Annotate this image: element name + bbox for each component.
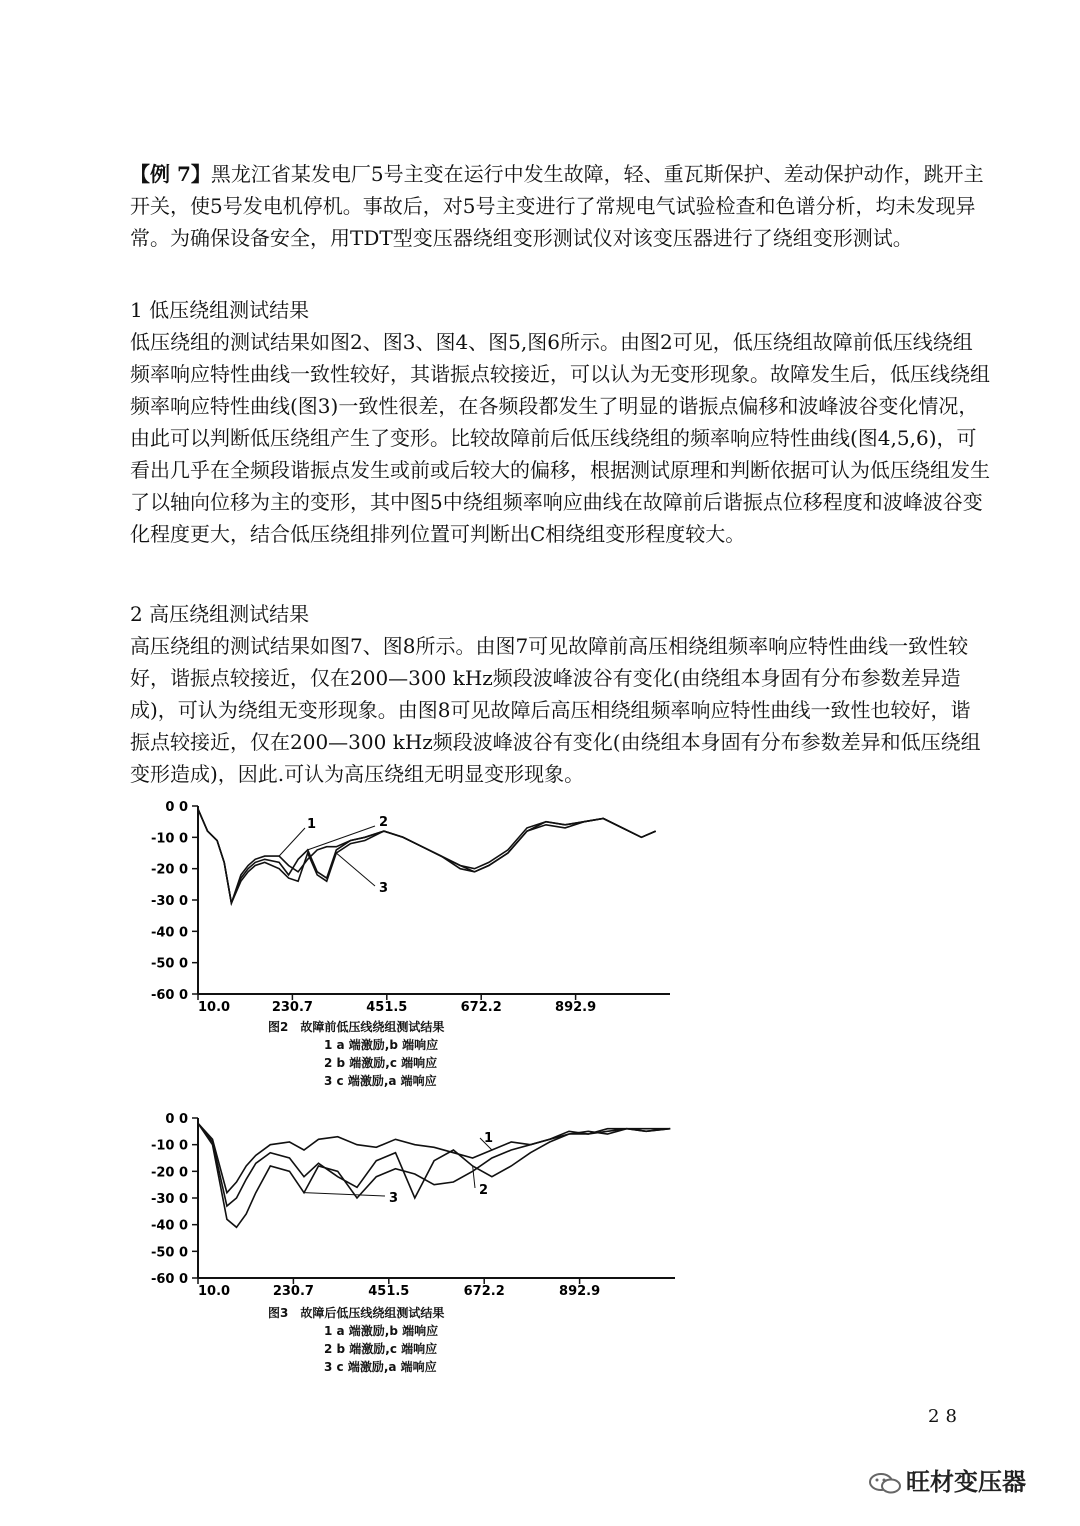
series-label-1: 1 — [307, 817, 317, 832]
section2-heading: 2 高压绕组测试结果 — [130, 602, 310, 626]
example-text: 黑龙江省某发电厂5号主变在运行中发生故障，轻、重瓦斯保护、差动保护动作，跳开主开关，使5号发电机停机。事故后，对5号主变进行了常规电气试验检查和色谱分析，均未发现异常。为确保设备安全，用TDT型变压器绕组变形测试仪对该变压器进行了绕组变形测试。 — [130, 162, 984, 250]
figure-3-legend-2: 2 b 端激励,c 端响应 — [324, 1342, 438, 1356]
x-tick-label: 10.0 — [198, 1000, 231, 1015]
example-label: 【例 7】 — [130, 162, 211, 186]
page-number: 28 — [928, 1406, 963, 1427]
figure-2-legend-3: 3 c 端激励,a 端响应 — [324, 1074, 437, 1088]
series-label-leader-3 — [304, 1193, 385, 1196]
series-label-3: 3 — [379, 881, 389, 896]
x-tick-label: 672.2 — [460, 1000, 502, 1015]
figure-3-legend-3: 3 c 端激励,a 端响应 — [324, 1360, 437, 1374]
y-tick-label: -50 0 — [150, 956, 188, 972]
brand-watermark — [868, 1462, 1026, 1497]
x-tick-label: 672.2 — [463, 1284, 505, 1299]
series-label-1: 1 — [484, 1131, 494, 1146]
series-line-2 — [198, 1123, 670, 1206]
y-tick-label: -10 0 — [150, 831, 188, 847]
series-line-3 — [198, 1123, 670, 1227]
figure-2-legend-2: 2 b 端激励,c 端响应 — [324, 1056, 438, 1070]
y-tick-label: -20 0 — [150, 862, 188, 878]
y-tick-label: -20 0 — [150, 1165, 188, 1181]
y-tick-label: -40 0 — [150, 925, 188, 941]
x-tick-label: 10.0 — [198, 1284, 231, 1299]
figure-2-chart — [130, 798, 690, 1018]
figure-2-caption — [268, 1018, 444, 1090]
y-tick-label: -50 0 — [150, 1245, 188, 1261]
x-tick-label: 451.5 — [366, 1000, 408, 1015]
series-label-leader-3 — [336, 853, 375, 886]
series-label-2: 2 — [379, 815, 389, 830]
series-label-2: 2 — [479, 1183, 489, 1198]
figure-3-caption — [268, 1304, 444, 1376]
section1-heading: 1 低压绕组测试结果 — [130, 298, 310, 322]
y-tick-label: -30 0 — [150, 1192, 188, 1207]
figure-3-title: 图3 故障后低压线绕组测试结果 — [268, 1306, 445, 1320]
y-tick-label: -10 0 — [150, 1138, 188, 1154]
series-label-3: 3 — [389, 1191, 399, 1206]
y-tick-label: 0 0 — [165, 800, 188, 815]
y-tick-label: 0 0 — [165, 1112, 188, 1127]
x-tick-label: 892.9 — [559, 1284, 601, 1299]
example-paragraph — [130, 158, 990, 254]
x-tick-label: 230.7 — [272, 1284, 314, 1299]
x-tick-label: 230.7 — [271, 1000, 313, 1015]
y-tick-label: -60 0 — [150, 1272, 188, 1287]
y-tick-label: -40 0 — [150, 1218, 188, 1234]
y-tick-label: -30 0 — [150, 894, 188, 909]
figure-2-legend-1: 1 a 端激励,b 端响应 — [324, 1038, 439, 1052]
y-tick-label: -60 0 — [150, 988, 188, 1003]
figure-2-title: 图2 故障前低压线绕组测试结果 — [268, 1020, 445, 1034]
x-tick-label: 892.9 — [555, 1000, 597, 1015]
figure-3-legend-1: 1 a 端激励,b 端响应 — [324, 1324, 439, 1338]
section2-body: 高压绕组的测试结果如图7、图8所示。由图7可见故障前高压相绕组频率响应特性曲线一致性较好，谐振点较接近，仅在200—300 kHz频段波峰波谷有变化(由绕组本身固有分布参数差异造成)，可认为绕组无变形现象。由图8可见故障后高压相绕组频率响应特性曲线一致性也较好，谐振点较接近，仅在200—300 kHz频段波峰波谷有变化(由绕组本身固有分布参数差异和低压绕组变形造成)，因此.可认为高压绕组无明显变形现象。 — [130, 634, 981, 786]
brand-name: 旺材变压器 — [906, 1468, 1026, 1496]
wechat-icon — [868, 1472, 902, 1494]
x-tick-label: 451.5 — [368, 1284, 410, 1299]
series-label-leader-1 — [279, 828, 305, 856]
series-line-1 — [198, 809, 656, 903]
series-line-1 — [198, 1123, 670, 1192]
figure-3-chart — [130, 1108, 690, 1308]
section1-body: 低压绕组的测试结果如图2、图3、图4、图5,图6所示。由图2可见，低压绕组故障前低压线绕组频率响应特性曲线一致性较好，其谐振点较接近，可以认为无变形现象。故障发生后，低压线绕组频率响应特性曲线(图3)一致性很差，在各频段都发生了明显的谐振点偏移和波峰波谷变化情况，由此可以判断低压绕组产生了变形。比较故障前后低压线绕组的频率响应特性曲线(图4,5,6)，可看出几乎在全频段谐振点发生或前或后较大的偏移，根据测试原理和判断依据可认为低压绕组发生了以轴向位移为主的变形，其中图5中绕组频率响应曲线在故障前后谐振点位移程度和波峰波谷变化程度更大，结合低压绕组排列位置可判断出C相绕组变形程度较大。 — [130, 330, 990, 546]
